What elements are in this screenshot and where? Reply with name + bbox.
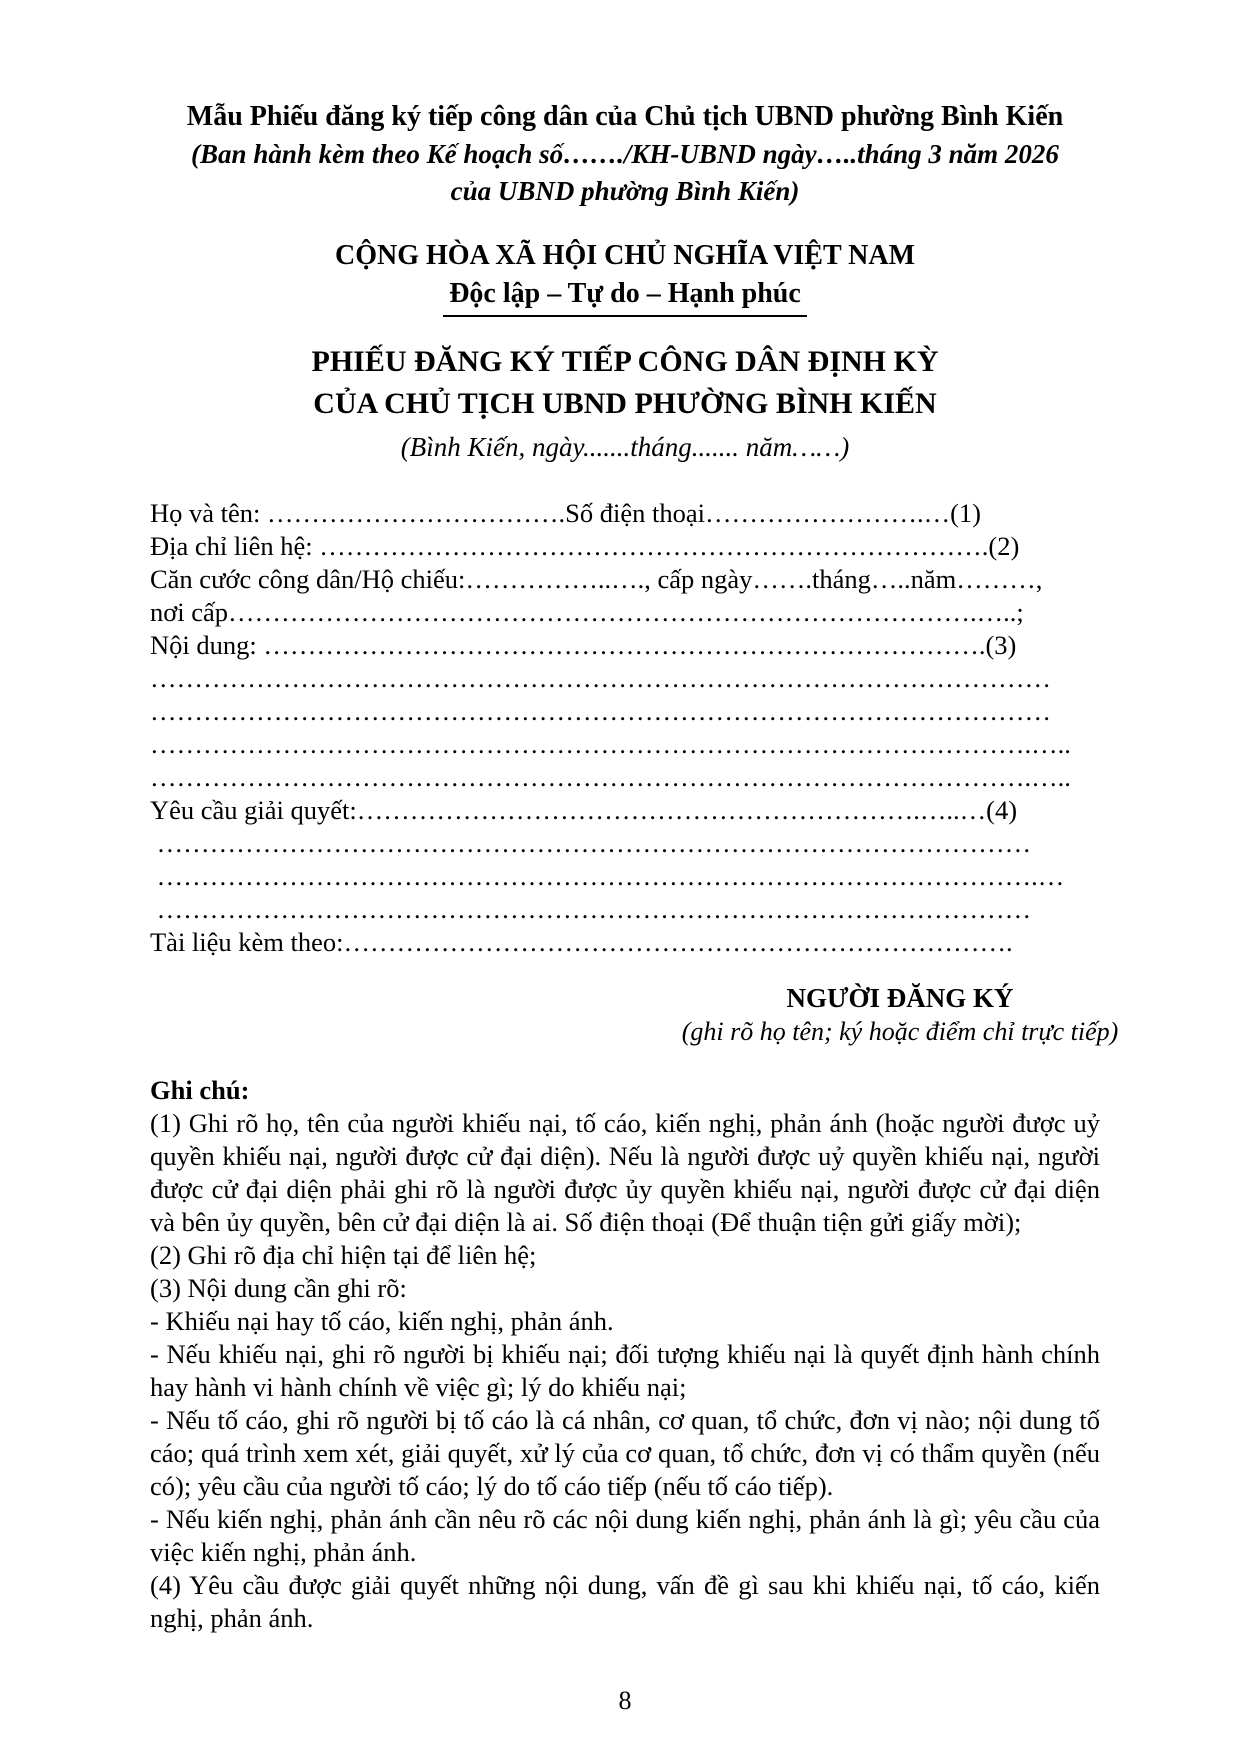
footnote-1: (1) Ghi rõ họ, tên của người khiếu nại, tố cáo, kiến nghị, phản ánh (hoặc người được uỷ quyền khiếu nại, người được cử đại diện). Nếu là người được uỷ quyền khiếu nại, người được cử đại diện phải ghi rõ là người được ủy quyền khiếu nại, người được cử đại diện và bên ủy quyền, bên cử đại diện là ai. Số điện thoại (Để thuận tiện gửi giấy mời); [150, 1108, 1100, 1237]
page-number: 8 [618, 1686, 632, 1715]
dotted-line: ………………………………………………………………………………………… [150, 696, 1051, 726]
field-full-name-phone: Họ và tên: …………………………….Số điện thoại…………………….…(1) [150, 498, 982, 528]
dotted-line: ……………………………………………………………………………………….… [150, 861, 1065, 891]
field-id-number: Căn cước công dân/Hộ chiếu:……………..…., cấp ngày…….tháng…..năm………, [150, 564, 1043, 594]
signer-instruction: (ghi rõ họ tên; ký hoặc điểm chỉ trực tiếp) [681, 1017, 1119, 1046]
field-attached-documents: Tài liệu kèm theo:…………………………………………………………………. [150, 927, 1013, 957]
page-title: Mẫu Phiếu đăng ký tiếp công dân của Chủ tịch UBND phường Bình Kiến [186, 101, 1064, 132]
dotted-line: ……………………………………………………………………………………….….. [150, 729, 1071, 759]
form-title [150, 341, 1100, 465]
footnote-3: (3) Nội dung cần ghi rõ: [150, 1273, 407, 1303]
national-header [150, 236, 1100, 317]
footnote-3-bullet-4: - Nếu kiến nghị, phản ánh cần nêu rõ các nội dung kiến nghị, phản ánh là gì; yêu cầu của việc kiến nghị, phản ánh. [150, 1504, 1100, 1567]
field-contact-address: Địa chỉ liên hệ: ………………………………………………………………….(2) [150, 531, 1020, 561]
document-header [150, 98, 1100, 210]
footnote-3-bullet-1: - Khiếu nại hay tố cáo, kiến nghị, phản ánh. [150, 1306, 614, 1336]
signature-block [650, 981, 1150, 1048]
signer-title: NGƯỜI ĐĂNG KÝ [786, 983, 1014, 1013]
form-fields [150, 497, 1100, 959]
country-name: CỘNG HÒA XÃ HỘI CHỦ NGHĨA VIỆT NAM [334, 240, 916, 271]
national-motto: Độc lập – Tự do – Hạnh phúc [443, 276, 807, 317]
dotted-line: ………………………………………………………………………………………… [150, 663, 1051, 693]
field-id-issue-place: nơi cấp………………………………………………………………………….…..; [150, 597, 1024, 627]
footnote-2: (2) Ghi rõ địa chỉ hiện tại để liên hệ; [150, 1240, 537, 1270]
footnotes-section [150, 1074, 1100, 1635]
place-date-line: (Bình Kiến, ngày.......tháng....... năm……) [400, 432, 850, 462]
footnote-4: (4) Yêu cầu được giải quyết những nội dung, vấn đề gì sau khi khiếu nại, tố cáo, kiến nghị, phản ánh. [150, 1570, 1100, 1633]
footnotes-heading: Ghi chú: [150, 1075, 250, 1105]
field-content: Nội dung: ……………………………………………………………………….(3) [150, 630, 1017, 660]
dotted-line: ……………………………………………………………………………………… [150, 828, 1032, 858]
dotted-line: ……………………………………………………………………………………….….. [150, 762, 1071, 792]
form-title-line2: CỦA CHỦ TỊCH UBND PHƯỜNG BÌNH KIẾN [313, 387, 937, 420]
issuance-note-line2: của UBND phường Bình Kiến) [450, 176, 800, 206]
dotted-line: ……………………………………………………………………………………… [150, 894, 1032, 924]
form-title-line1: PHIẾU ĐĂNG KÝ TIẾP CÔNG DÂN ĐỊNH KỲ [311, 345, 939, 378]
footnote-3-bullet-2: - Nếu khiếu nại, ghi rõ người bị khiếu nại; đối tượng khiếu nại là quyết định hành chính hay hành vi hành chính về việc gì; lý do khiếu nại; [150, 1339, 1100, 1402]
footnote-3-bullet-3: - Nếu tố cáo, ghi rõ người bị tố cáo là cá nhân, cơ quan, tổ chức, đơn vị nào; nội dung tố cáo; quá trình xem xét, giải quyết, xử lý của cơ quan, tổ chức, đơn vị có thẩm quyền (nếu có); yêu cầu của người tố cáo; lý do tố cáo tiếp (nếu tố cáo tiếp). [150, 1405, 1100, 1501]
document-content [150, 98, 1119, 1635]
issuance-note-line1: (Ban hành kèm theo Kế hoạch số……./KH-UBND ngày…..tháng 3 năm 2026 [191, 139, 1059, 169]
field-resolution-request: Yêu cầu giải quyết:……………………………………………………….…..…(4) [150, 795, 1018, 825]
